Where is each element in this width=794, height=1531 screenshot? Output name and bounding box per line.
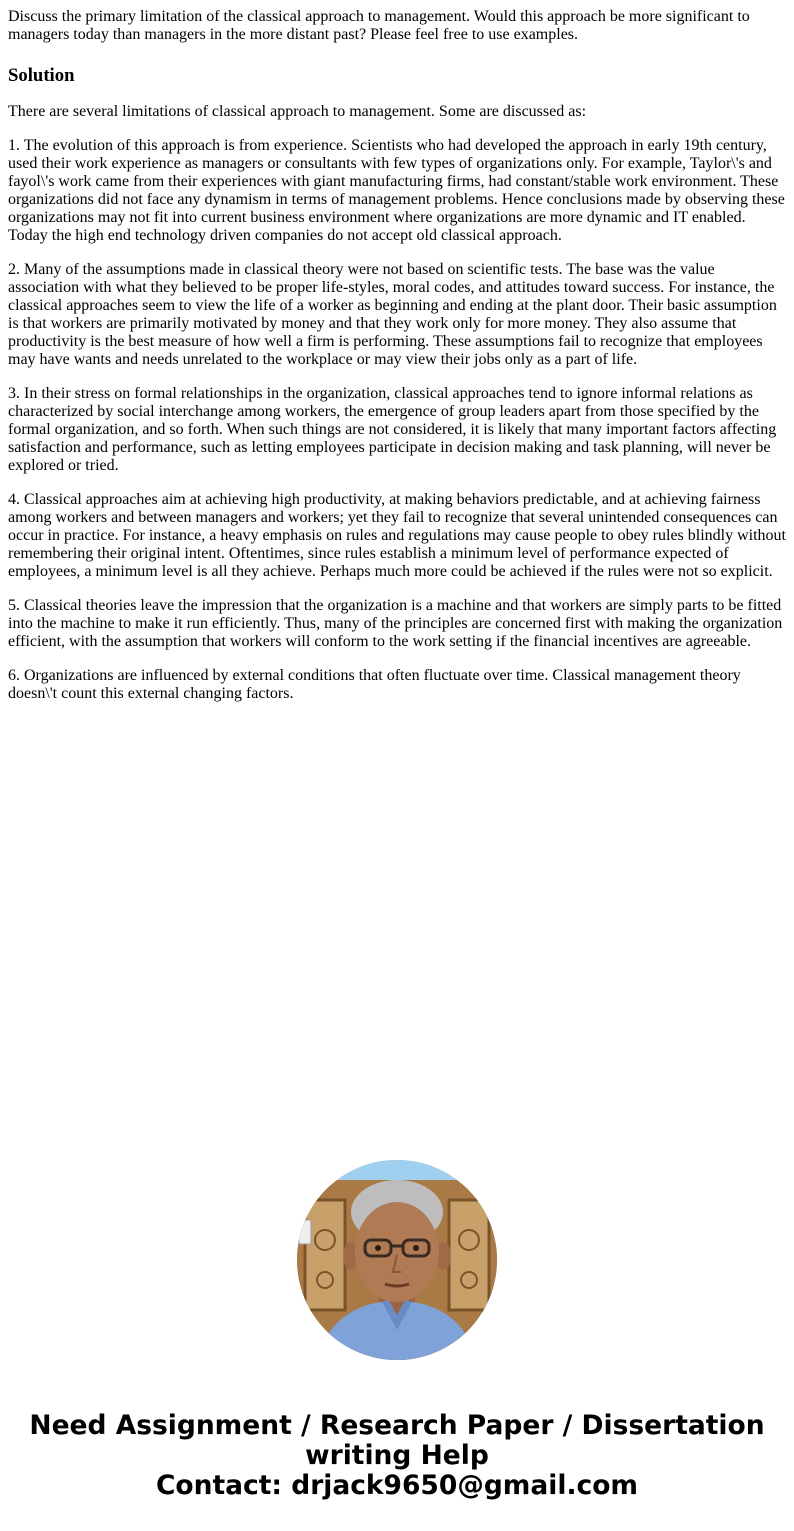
limitation-paragraph: 4. Classical approaches aim at achieving high productivity, at making behaviors predictable, and at achieving fairness among workers and between managers and workers; yet they fail to recognize that several unintended consequences can occur in practice. For instance, a heavy emphasis on rules and regulations may cause people to obey rules blindly without remembering their original intent. Oftentimes, since rules establish a minimum level of performance expected of employees, a minimum level is all they achieve. Perhaps much more could be achieved if the rules were not so explicit. (8, 491, 786, 580)
contact-email: Contact: drjack9650@gmail.com (155, 1470, 639, 1501)
limitation-paragraph: 3. In their stress on formal relationships in the organization, classical approaches tend to ignore informal relations as characterized by social interchange among workers, the emergence of group leaders apart from those specified by the formal organization, and so forth. When such things are not considered, it is likely that many important factors affecting satisfaction and performance, such as letting employees participate in decision making and task planning, will never be explored or tried. (8, 385, 777, 474)
promo-footer (0, 1160, 794, 1501)
limitation-paragraph: 2. Many of the assumptions made in classical theory were not based on scientific tests. The base was the value association with what they believed to be proper life-styles, moral codes, and attitudes toward success. For instance, the classical approaches seem to view the life of a worker as beginning and ending at the plant door. Their basic assumption is that workers are primarily motivated by money and that they work only for more money. They also assume that productivity is the best measure of how well a firm is performing. These assumptions fail to recognize that employees may have wants and needs unrelated to the workplace or may view their jobs only as a part of life. (8, 261, 777, 368)
document-body (0, 8, 794, 703)
avatar (297, 1160, 497, 1360)
promo-message (0, 1411, 794, 1501)
promo-headline-line1: Need Assignment / Research Paper / Dissertation (29, 1410, 765, 1441)
intro-paragraph: There are several limitations of classical approach to management. Some are discussed as: (8, 103, 587, 120)
question-text: Discuss the primary limitation of the classical approach to management. Would this approach be more significant to managers today than managers in the more distant past? Please feel free to use examples. (8, 8, 750, 43)
limitation-paragraph: 6. Organizations are influenced by external conditions that often fluctuate over time. Classical management theory doesn\'t count this external changing factors. (8, 667, 741, 702)
limitation-paragraph: 1. The evolution of this approach is from experience. Scientists who had developed the approach in early 19th century, used their work experience as managers or consultants with few types of organizations only. For example, Taylor\'s and fayol\'s work came from their experiences with giant manufacturing firms, had constant/stable work environment. These organizations did not face any dynamism in terms of management problems. Hence conclusions made by observing these organizations may not fit into current business environment where organizations are more dynamic and IT enabled. Today the high end technology driven companies do not accept old classical approach. (8, 137, 785, 244)
promo-headline-line2: writing Help (305, 1440, 489, 1471)
solution-heading: Solution (8, 65, 75, 86)
limitation-paragraph: 5. Classical theories leave the impression that the organization is a machine and that workers are simply parts to be fitted into the machine to make it run efficiently. Thus, many of the principles are concerned first with making the organization efficient, with the assumption that workers will conform to the work setting if the financial incentives are agreeable. (8, 597, 783, 650)
author-photo (297, 1160, 497, 1360)
